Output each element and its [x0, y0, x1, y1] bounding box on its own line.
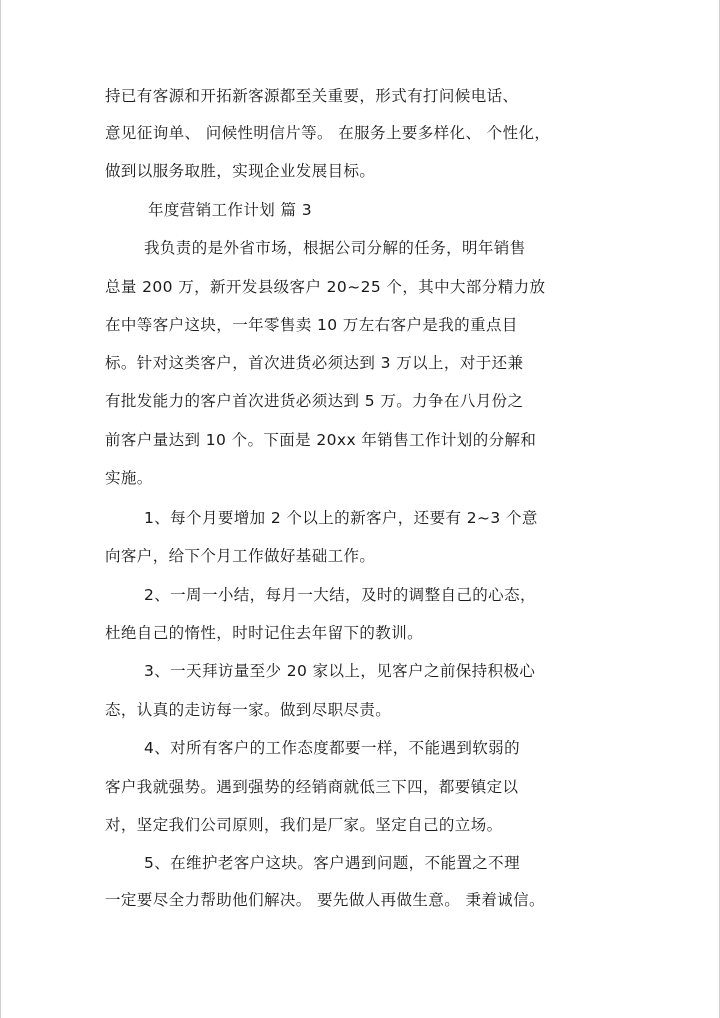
- text-line: 一定要尽全力帮助他们解决。 要先做人再做生意。 秉着诚信。: [105, 891, 545, 909]
- text-line: 持已有客源和开拓新客源都至关重要，形式有打问候电话、: [105, 87, 519, 105]
- text-line: 标。针对这类客户，首次进货必须达到 3 万以上，对于还兼: [105, 354, 524, 372]
- text-line: 对，坚定我们公司原则，我们是厂家。坚定自己的立场。: [105, 816, 503, 834]
- text-line: 客户我就强势。遇到强势的经销商就低三下四，都要镇定以: [105, 778, 519, 796]
- text-line: 前客户量达到 10 个。下面是 20xx 年销售工作计划的分解和: [105, 431, 537, 449]
- text-line: 做到以服务取胜，实现企业发展目标。: [105, 162, 376, 180]
- text-line: 态，认真的走访每一家。做到尽职尽责。: [105, 701, 392, 719]
- list-item-4-line: 4、对所有客户的工作态度都要一样，不能遇到软弱的: [144, 739, 520, 757]
- paragraph-first-line: 我负责的是外省市场，根据公司分解的任务，明年销售: [144, 239, 526, 257]
- list-item-1-line: 1、每个月要增加 2 个以上的新客户，还要有 2~3 个意: [144, 509, 538, 527]
- text-line: 有批发能力的客户首次进货必须达到 5 万。力争在八月份之: [105, 392, 524, 410]
- text-line: 在中等客户这块，一年零售卖 10 万左右客户是我的重点目: [105, 316, 518, 334]
- list-item-2-line: 2、一周一小结，每月一大结，及时的调整自己的心态，: [144, 586, 536, 604]
- text-line: 实施。: [105, 469, 153, 487]
- section-heading: 年度营销工作计划 篇 3: [148, 201, 313, 219]
- text-line: 向客户，给下个月工作做好基础工作。: [105, 547, 376, 565]
- list-item-5-line: 5、在维护老客户这块。客户遇到问题，不能置之不理: [144, 854, 520, 872]
- list-item-3-line: 3、一天拜访量至少 20 家以上，见客户之前保持积极心: [144, 662, 536, 680]
- text-line: 总量 200 万，新开发县级客户 20~25 个，其中大部分精力放: [105, 278, 546, 296]
- text-line: 意见征询单、 问候性明信片等。 在服务上要多样化、 个性化，: [105, 124, 551, 142]
- text-line: 杜绝自己的惰性，时时记住去年留下的教训。: [105, 624, 424, 642]
